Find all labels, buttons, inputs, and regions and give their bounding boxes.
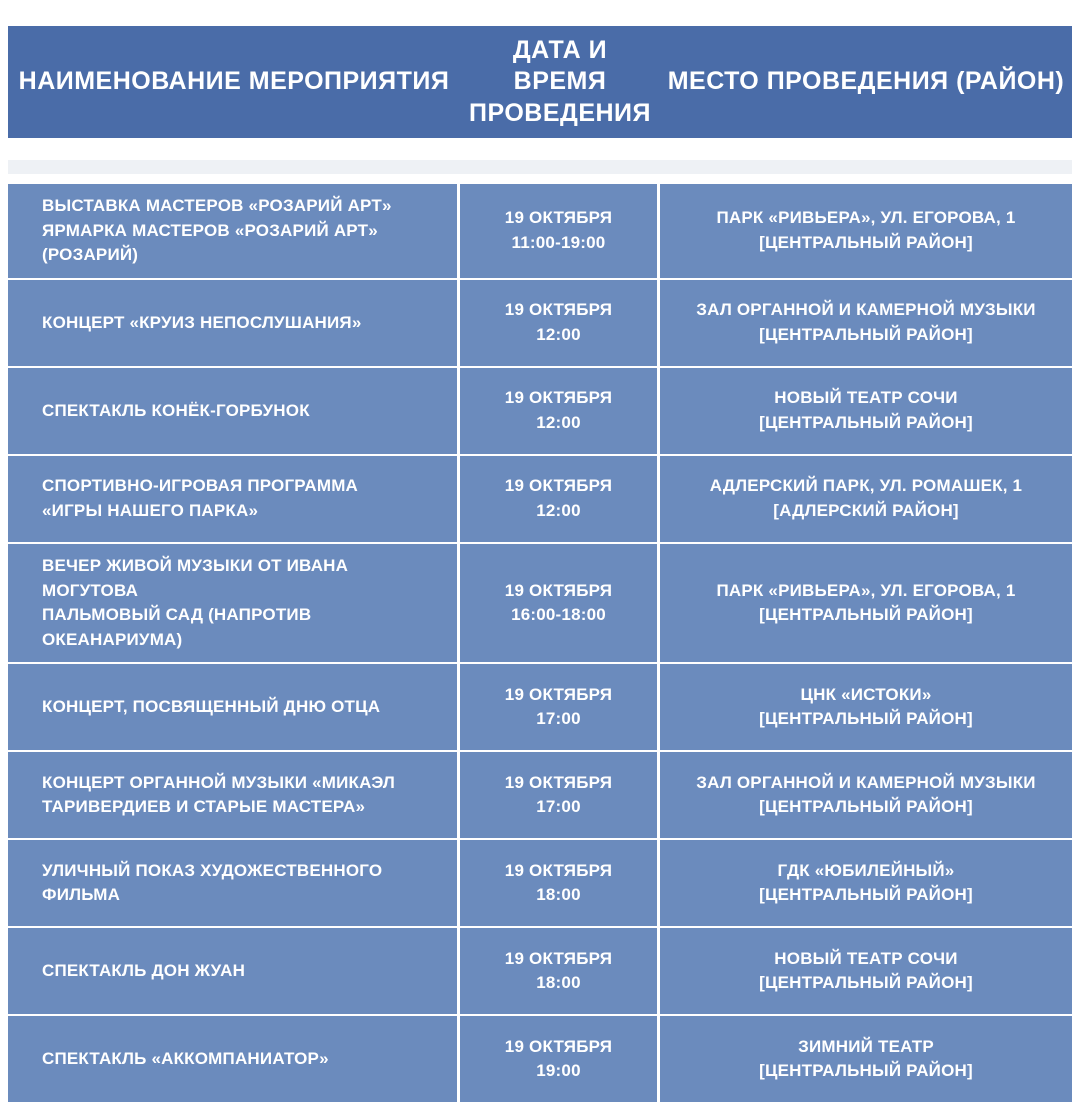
event-datetime-cell bbox=[460, 840, 660, 926]
event-name-line: КОНЦЕРТ «КРУИЗ НЕПОСЛУШАНИЯ» bbox=[42, 312, 362, 332]
event-place-line: [ЦЕНТРАЛЬНЫЙ РАЙОН] bbox=[759, 797, 973, 817]
column-header-datetime-line1: ДАТА И ВРЕМЯ bbox=[512, 36, 608, 96]
event-date: 19 ОКТЯБРЯ bbox=[504, 772, 613, 792]
strip-gap-bottom bbox=[8, 174, 1072, 184]
event-name-cell bbox=[8, 840, 460, 926]
event-time: 17:00 bbox=[536, 709, 581, 729]
event-time: 19:00 bbox=[536, 1061, 581, 1081]
event-name-line: СПОРТИВНО-ИГРОВАЯ ПРОГРАММА bbox=[42, 476, 359, 496]
event-place-line: ГДК «ЮБИЛЕЙНЫЙ» bbox=[777, 860, 955, 880]
column-header-datetime-line2: ПРОВЕДЕНИЯ bbox=[469, 98, 651, 127]
event-name-cell bbox=[8, 280, 460, 366]
event-place-line: АДЛЕРСКИЙ ПАРК, УЛ. РОМАШЕК, 1 bbox=[709, 476, 1023, 496]
events-schedule-page bbox=[0, 26, 1080, 1106]
event-time: 12:00 bbox=[536, 500, 581, 520]
event-name-cell bbox=[8, 544, 460, 663]
event-name-cell bbox=[8, 368, 460, 454]
event-place-cell bbox=[660, 752, 1072, 838]
event-name-line: КОНЦЕРТ ОРГАННОЙ МУЗЫКИ «МИКАЭЛ bbox=[42, 772, 395, 792]
event-name-line: СПЕКТАКЛЬ КОНЁК-ГОРБУНОК bbox=[42, 400, 310, 420]
event-place-cell bbox=[660, 928, 1072, 1014]
event-name-line: ФИЛЬМА bbox=[42, 885, 121, 905]
divider-strip bbox=[8, 160, 1072, 174]
event-place-line: НОВЫЙ ТЕАТР СОЧИ bbox=[774, 948, 958, 968]
event-place-cell bbox=[660, 368, 1072, 454]
event-place-line: НОВЫЙ ТЕАТР СОЧИ bbox=[774, 388, 958, 408]
event-name-cell bbox=[8, 1016, 460, 1102]
event-date: 19 ОКТЯБРЯ bbox=[504, 860, 613, 880]
event-date: 19 ОКТЯБРЯ bbox=[504, 1036, 613, 1056]
column-header-place-line2: (РАЙОН) bbox=[956, 67, 1065, 96]
event-place-line: [ЦЕНТРАЛЬНЫЙ РАЙОН] bbox=[759, 1061, 973, 1081]
event-time: 17:00 bbox=[536, 797, 581, 817]
table-row bbox=[8, 544, 1072, 665]
events-table-body bbox=[8, 184, 1072, 1102]
event-place-line: ЦНК «ИСТОКИ» bbox=[800, 684, 932, 704]
event-place-cell bbox=[660, 184, 1072, 278]
event-place-cell bbox=[660, 1016, 1072, 1102]
event-name-cell bbox=[8, 664, 460, 750]
event-time: 16:00-18:00 bbox=[511, 605, 606, 625]
event-datetime-cell bbox=[460, 752, 660, 838]
event-date: 19 ОКТЯБРЯ bbox=[504, 476, 613, 496]
event-name-line: КОНЦЕРТ, ПОСВЯЩЕННЫЙ ДНЮ ОТЦА bbox=[42, 697, 381, 717]
event-place-line: [ЦЕНТРАЛЬНЫЙ РАЙОН] bbox=[759, 412, 973, 432]
event-name-cell bbox=[8, 184, 460, 278]
event-datetime-cell bbox=[460, 544, 660, 663]
event-name-line: ВЫСТАВКА МАСТЕРОВ «РОЗАРИЙ АРТ» bbox=[42, 196, 392, 215]
event-time: 11:00-19:00 bbox=[511, 232, 606, 252]
event-place-line: [ЦЕНТРАЛЬНЫЙ РАЙОН] bbox=[759, 324, 973, 344]
event-date: 19 ОКТЯБРЯ bbox=[504, 684, 613, 704]
event-datetime-cell bbox=[460, 456, 660, 542]
table-row bbox=[8, 368, 1072, 456]
event-time: 12:00 bbox=[536, 324, 581, 344]
event-name-line: (РОЗАРИЙ) bbox=[42, 245, 139, 265]
table-row bbox=[8, 1016, 1072, 1102]
event-name-line: СПЕКТАКЛЬ «АККОМПАНИАТОР» bbox=[42, 1049, 329, 1069]
event-date: 19 ОКТЯБРЯ bbox=[504, 208, 613, 228]
event-datetime-cell bbox=[460, 368, 660, 454]
event-name-line: «ИГРЫ НАШЕГО ПАРКА» bbox=[42, 500, 259, 520]
table-row bbox=[8, 752, 1072, 840]
table-row bbox=[8, 456, 1072, 544]
table-row bbox=[8, 280, 1072, 368]
event-time: 18:00 bbox=[536, 885, 581, 905]
event-name-line: СПЕКТАКЛЬ ДОН ЖУАН bbox=[42, 961, 246, 981]
event-place-cell bbox=[660, 544, 1072, 663]
event-name-line: ТАРИВЕРДИЕВ И СТАРЫЕ МАСТЕРА» bbox=[42, 797, 366, 817]
table-header bbox=[8, 26, 1072, 138]
event-time: 18:00 bbox=[536, 973, 581, 993]
event-place-cell bbox=[660, 456, 1072, 542]
event-place-line: [ЦЕНТРАЛЬНЫЙ РАЙОН] bbox=[759, 232, 973, 252]
event-datetime-cell bbox=[460, 280, 660, 366]
event-place-cell bbox=[660, 664, 1072, 750]
event-name-line: ПАЛЬМОВЫЙ САД (НАПРОТИВ ОКЕАНАРИУМА) bbox=[42, 605, 312, 649]
event-time: 12:00 bbox=[536, 412, 581, 432]
table-row bbox=[8, 184, 1072, 280]
event-place-line: ПАРК «РИВЬЕРА», УЛ. ЕГОРОВА, 1 bbox=[716, 208, 1016, 228]
event-place-line: [ЦЕНТРАЛЬНЫЙ РАЙОН] bbox=[759, 605, 973, 625]
event-place-line: [ЦЕНТРАЛЬНЫЙ РАЙОН] bbox=[759, 709, 973, 729]
table-row bbox=[8, 928, 1072, 1016]
event-place-line: ПАРК «РИВЬЕРА», УЛ. ЕГОРОВА, 1 bbox=[716, 580, 1016, 600]
event-place-cell bbox=[660, 280, 1072, 366]
column-header-place bbox=[660, 66, 1072, 97]
event-place-line: ЗИМНИЙ ТЕАТР bbox=[798, 1036, 934, 1056]
event-date: 19 ОКТЯБРЯ bbox=[504, 300, 613, 320]
event-place-line: [ЦЕНТРАЛЬНЫЙ РАЙОН] bbox=[759, 973, 973, 993]
event-place-line: ЗАЛ ОРГАННОЙ И КАМЕРНОЙ МУЗЫКИ bbox=[696, 300, 1036, 320]
event-name-line: ВЕЧЕР ЖИВОЙ МУЗЫКИ ОТ ИВАНА МОГУТОВА bbox=[42, 555, 349, 600]
event-datetime-cell bbox=[460, 928, 660, 1014]
event-date: 19 ОКТЯБРЯ bbox=[504, 948, 613, 968]
event-name-line: ЯРМАРКА МАСТЕРОВ «РОЗАРИЙ АРТ» bbox=[42, 220, 378, 240]
event-place-cell bbox=[660, 840, 1072, 926]
event-datetime-cell bbox=[460, 184, 660, 278]
column-header-datetime bbox=[460, 35, 660, 129]
table-row bbox=[8, 840, 1072, 928]
column-header-event-name bbox=[8, 66, 460, 97]
event-date: 19 ОКТЯБРЯ bbox=[504, 580, 613, 600]
column-header-event-name-line1: НАИМЕНОВАНИЕ bbox=[18, 67, 242, 96]
event-name-line: УЛИЧНЫЙ ПОКАЗ ХУДОЖЕСТВЕННОГО bbox=[42, 860, 383, 880]
table-row bbox=[8, 664, 1072, 752]
header-gap bbox=[8, 138, 1072, 148]
event-place-line: ЗАЛ ОРГАННОЙ И КАМЕРНОЙ МУЗЫКИ bbox=[696, 772, 1036, 792]
event-place-line: [АДЛЕРСКИЙ РАЙОН] bbox=[773, 500, 959, 520]
event-place-line: [ЦЕНТРАЛЬНЫЙ РАЙОН] bbox=[759, 885, 973, 905]
event-name-cell bbox=[8, 928, 460, 1014]
column-header-event-name-line2: МЕРОПРИЯТИЯ bbox=[248, 67, 450, 96]
event-datetime-cell bbox=[460, 1016, 660, 1102]
event-date: 19 ОКТЯБРЯ bbox=[504, 388, 613, 408]
event-name-cell bbox=[8, 752, 460, 838]
column-header-place-line1: МЕСТО ПРОВЕДЕНИЯ bbox=[667, 67, 949, 96]
event-datetime-cell bbox=[460, 664, 660, 750]
event-name-cell bbox=[8, 456, 460, 542]
